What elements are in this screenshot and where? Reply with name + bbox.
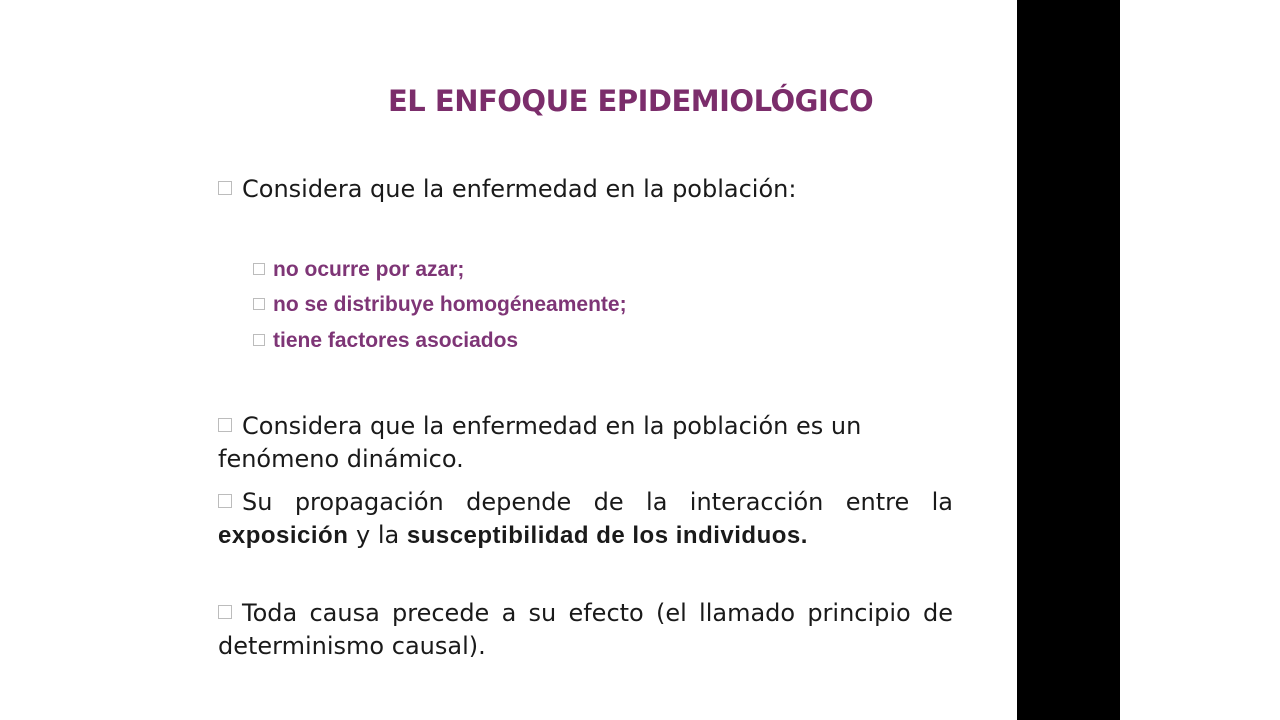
empty-square-bullet-icon (218, 418, 232, 432)
bullet-point-3-text-b: y la (348, 521, 407, 549)
sub-bullet-3 (253, 329, 518, 353)
sub-bullet-1 (253, 258, 464, 282)
bold-term-exposicion: exposición (218, 522, 349, 549)
bullet-point-3-text-a: Su propagación depende de la interacción entre la (242, 488, 953, 516)
bold-term-susceptibilidad: susceptibilidad de los individuos. (406, 522, 808, 549)
bullet-point-2 (218, 410, 953, 476)
empty-square-bullet-icon (253, 334, 265, 346)
empty-square-bullet-icon (253, 263, 265, 275)
bullet-point-4 (218, 597, 953, 663)
bullet-point-2-text: Considera que la enfermedad en la población es un fenómeno dinámico. (218, 412, 862, 473)
sub-bullet-2-text: no se distribuye homogéneamente; (273, 293, 627, 316)
bullet-point-3 (218, 486, 953, 552)
empty-square-bullet-icon (218, 494, 232, 508)
empty-square-bullet-icon (218, 605, 232, 619)
right-black-panel (1017, 0, 1120, 720)
slide-title: EL ENFOQUE EPIDEMIOLÓGICO (388, 84, 874, 118)
empty-square-bullet-icon (253, 298, 265, 310)
sub-bullet-3-text: tiene factores asociados (273, 329, 519, 352)
empty-square-bullet-icon (218, 181, 232, 195)
bullet-point-4-text: Toda causa precede a su efecto (el llamado principio de determinismo causal). (218, 599, 953, 660)
bullet-point-1 (218, 173, 953, 206)
sub-bullet-1-text: no ocurre por azar; (273, 258, 465, 281)
bullet-point-1-text: Considera que la enfermedad en la población: (242, 175, 797, 203)
sub-bullet-2 (253, 293, 627, 317)
